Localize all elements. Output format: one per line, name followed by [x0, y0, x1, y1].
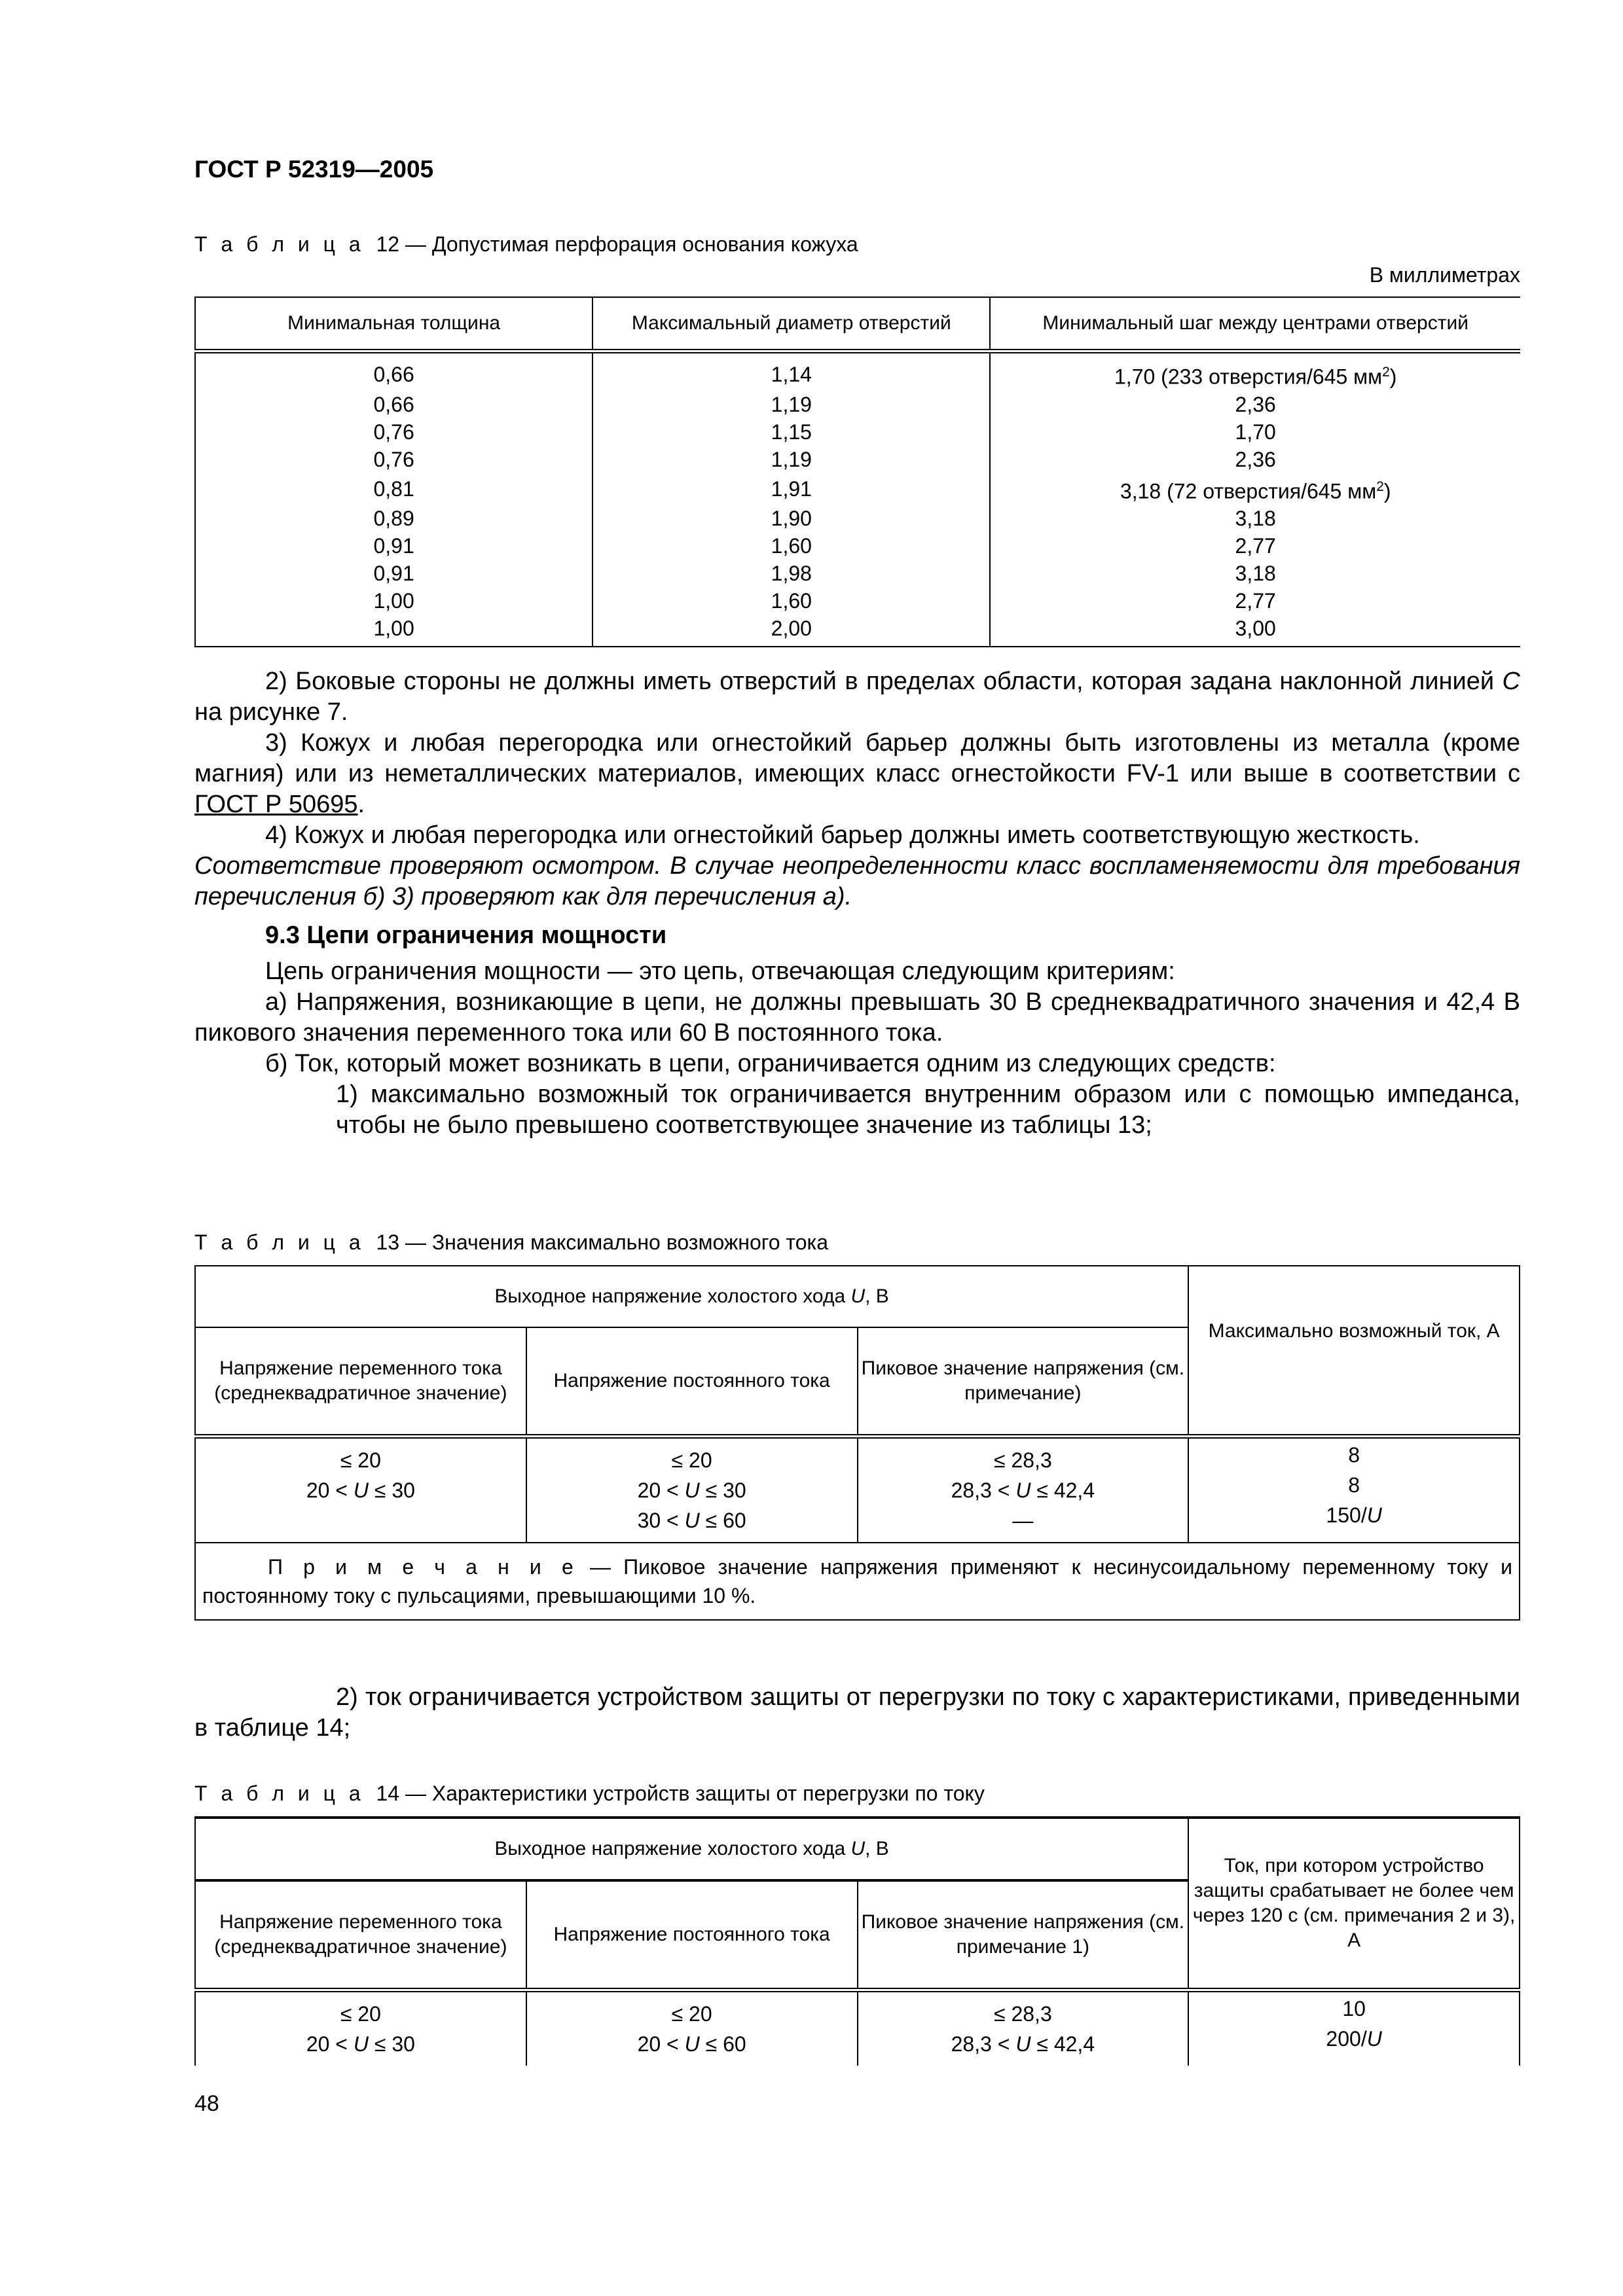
col-header: Напряжение постоянного тока [526, 1327, 858, 1437]
table-14 [194, 1816, 1520, 2066]
table-cell: 1,90 [593, 505, 990, 532]
table-cell: ≤ 28,3 28,3 < U ≤ 42,4 [858, 1990, 1189, 2066]
table-cell: 10 200/U [1188, 1990, 1520, 2066]
table-cell: 2,77 [990, 587, 1520, 615]
document-header: ГОСТ Р 52319—2005 [194, 156, 434, 183]
table-14-caption: Т а б л и ц а 14 — Характеристики устройств защиты от перегрузки по току [194, 1782, 985, 1805]
table-row [195, 446, 1520, 473]
table-cell: 1,19 [593, 391, 990, 418]
table-12 [194, 296, 1520, 647]
table-cell: 3,18 (72 отверстия/645 $мм^2$) [990, 473, 1520, 505]
section-heading: 9.3 Цепи ограничения мощности [265, 922, 667, 949]
table-cell: 2,36 [990, 391, 1520, 418]
paragraph: 2) Боковые стороны не должны иметь отверстий в пределах области, которая задана наклонной линией C на рисунке 7. [194, 668, 1520, 726]
col-header: Максимально возможный ток, А [1188, 1266, 1520, 1437]
table-14-section [194, 1782, 1520, 2066]
table-cell: 2,36 [990, 446, 1520, 473]
table-cell: ≤ 20 20 < U ≤ 30 [195, 1437, 526, 1543]
paragraph: 4) Кожух и любая перегородка или огнестойкий барьер должны иметь соответствующую жесткость. [265, 821, 1420, 849]
table-cell: 3,18 [990, 560, 1520, 587]
table-12-section [194, 232, 1520, 647]
table-cell: 1,15 [593, 418, 990, 446]
caption-prefix: Т а б л и ц а [194, 232, 365, 256]
table-cell: 1,70 [990, 418, 1520, 446]
table-13-section [194, 1230, 1520, 1621]
table-cell: 1,00 [195, 587, 593, 615]
table-cell: 1,60 [593, 532, 990, 560]
table-row [195, 473, 1520, 505]
group-header: Выходное напряжение холостого хода U, В [195, 1266, 1188, 1327]
table-row [195, 391, 1520, 418]
col-header: Пиковое значение напряжения (см. примечание 1) [858, 1880, 1189, 1990]
table-cell: 3,18 [990, 505, 1520, 532]
table-cell: ≤ 20 20 < U ≤ 60 [526, 1990, 858, 2066]
col-header: Ток, при котором устройство защиты срабатывает не более чем через 120 с (см. примечания 2 и 3), А [1188, 1818, 1520, 1990]
table-row [195, 615, 1520, 647]
standard-link[interactable]: ГОСТ Р 50695 [194, 791, 358, 818]
table-cell: 0,76 [195, 418, 593, 446]
table-cell: 1,70 (233 отверстия/645 $мм^2$) [990, 351, 1520, 391]
paragraph: а) Напряжения, возникающие в цепи, не должны превышать 30 В среднеквадратичного значения и 42,4 В пикового значения переменного тока или 60 В постоянного тока. [194, 988, 1520, 1047]
table-cell: 1,98 [593, 560, 990, 587]
table-row [195, 505, 1520, 532]
table-cell: 1,91 [593, 473, 990, 505]
table-cell: 1,00 [195, 615, 593, 647]
table-row [195, 560, 1520, 587]
paragraph: 3) Кожух и любая перегородка или огнестойкий барьер должны быть изготовлены из металла (кроме магния) или из неметаллических материалов, имеющих класс огнестойкости FV-1 или выше в соответствии с ГОСТ Р 50695. [194, 729, 1520, 818]
table-cell: 0,81 [195, 473, 593, 505]
col-header: Напряжение переменного тока (среднеквадратичное значение) [195, 1880, 526, 1990]
table-cell: 2,77 [990, 532, 1520, 560]
table-cell: ≤ 20 20 < U ≤ 30 [195, 1990, 526, 2066]
table-note: П р и м е ч а н и е — Пиковое значение напряжения применяют к несинусоидальному переменному току и постоянному току с пульсациями, превышающими 10 %. [195, 1543, 1520, 1620]
table-12-caption [194, 232, 1520, 257]
table-cell: ≤ 28,3 28,3 < U ≤ 42,4 — [858, 1437, 1189, 1543]
paragraph: 1) максимально возможный ток ограничивается внутренним образом или с помощью импеданса, чтобы не было превышено соответствующее значение из таблицы 13; [336, 1081, 1520, 1139]
table-cell: 0,66 [195, 351, 593, 391]
col-header: Пиковое значение напряжения (см. примечание) [858, 1327, 1189, 1437]
table-cell: 8 8 150/U [1188, 1437, 1520, 1543]
table-row [195, 587, 1520, 615]
col-header: Максимальный диаметр отверстий [593, 297, 990, 351]
table-cell: 0,76 [195, 446, 593, 473]
body-text [194, 666, 1520, 1141]
table-cell: 2,00 [593, 615, 990, 647]
table-row [195, 351, 1520, 391]
table-cell: 0,89 [195, 505, 593, 532]
table-cell: 0,91 [195, 560, 593, 587]
table-13 [194, 1265, 1520, 1621]
table-cell: ≤ 20 20 < U ≤ 30 30 < U ≤ 60 [526, 1437, 858, 1543]
col-header: Минимальная толщина [195, 297, 593, 351]
table-row [195, 532, 1520, 560]
table-cell: 0,91 [195, 532, 593, 560]
table-13-caption: Т а б л и ц а 13 — Значения максимально возможного тока [194, 1230, 829, 1254]
table-cell: 3,00 [990, 615, 1520, 647]
table-cell: 1,19 [593, 446, 990, 473]
col-header: Напряжение постоянного тока [526, 1880, 858, 1990]
table-cell: 0,66 [195, 391, 593, 418]
paragraph-compliance: Соответствие проверяют осмотром. В случае неопределенности класс воспламеняемости для требования перечисления б) 3) проверяют как для перечисления а). [194, 852, 1520, 910]
col-header: Напряжение переменного тока (среднеквадратичное значение) [195, 1327, 526, 1437]
table-row [195, 418, 1520, 446]
paragraph: б) Ток, который может возникать в цепи, ограничивается одним из следующих средств: [265, 1050, 1276, 1077]
caption-title: 12 — Допустимая перфорация основания кожуха [376, 232, 858, 256]
table-cell: 1,60 [593, 587, 990, 615]
table-12-unit: В миллиметрах [1369, 263, 1520, 287]
col-header: Минимальный шаг между центрами отверстий [990, 297, 1520, 351]
page-number: 48 [194, 2091, 219, 2116]
paragraph: Цепь ограничения мощности — это цепь, отвечающая следующим критериям: [265, 958, 1175, 985]
group-header: Выходное напряжение холостого хода U, В [195, 1818, 1188, 1880]
paragraph: 2) ток ограничивается устройством защиты от перегрузки по току с характеристиками, приведенными в таблице 14; [194, 1683, 1520, 1742]
table-cell: 1,14 [593, 351, 990, 391]
body-text-2 [194, 1682, 1520, 1744]
